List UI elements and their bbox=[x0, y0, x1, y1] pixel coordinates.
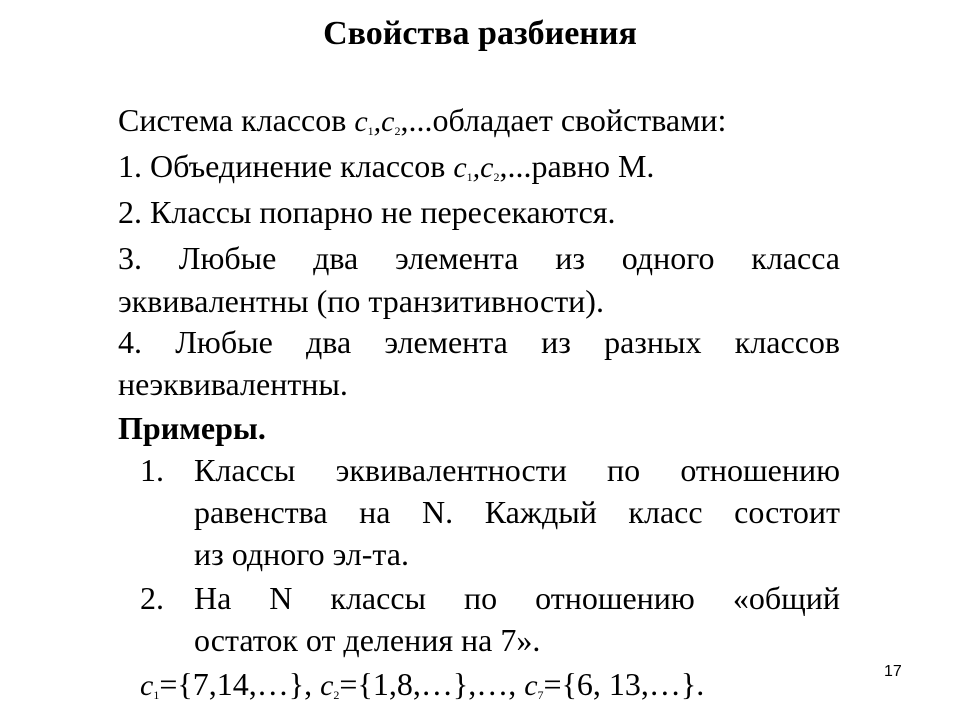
slide-title: Свойства разбиения bbox=[323, 15, 637, 52]
class-formula bbox=[140, 664, 840, 715]
examples-heading: Примеры. bbox=[118, 410, 266, 446]
example-2-line-2: остаток от деления на 7». bbox=[194, 622, 541, 658]
example-1-number: 1. bbox=[140, 452, 164, 488]
page-number: 17 bbox=[884, 663, 902, 680]
intro-text: Система классов bbox=[118, 102, 347, 138]
class-symbol: $c_1,c_2$ bbox=[453, 151, 500, 184]
intro-line bbox=[118, 100, 840, 151]
example-2-number: 2. bbox=[140, 580, 164, 616]
class-symbol: $c_1,c_2$ bbox=[354, 105, 401, 138]
example-1-line-3: из одного эл-та. bbox=[194, 536, 409, 572]
class-c1: $c_1$ bbox=[140, 669, 160, 702]
property-4-line-2: неэквивалентны. bbox=[118, 366, 348, 402]
example-1-line-1: Классы эквивалентности по отношению bbox=[194, 452, 840, 488]
intro-text-end: ,...обладает свойствами: bbox=[400, 102, 727, 138]
class-c7-set: ={6, 13,…}. bbox=[543, 666, 705, 702]
example-2-line-1: На N классы по отношению «общий bbox=[194, 580, 840, 616]
property-4-line-1: 4. Любые два элемента из разных классов bbox=[118, 324, 840, 360]
property-1-text-end: ,...равно М. bbox=[499, 148, 655, 184]
property-1 bbox=[118, 146, 840, 197]
property-2: 2. Классы попарно не пересекаются. bbox=[118, 194, 616, 230]
property-3-line-2: эквивалентны (по транзитивности). bbox=[118, 283, 604, 319]
class-c2: $c_2$ bbox=[320, 669, 340, 702]
example-1-line-2: равенства на N. Каждый класс состоит bbox=[194, 494, 840, 530]
class-c2-set: ={1,8,…},…, bbox=[339, 666, 517, 702]
property-1-text: 1. Объединение классов bbox=[118, 148, 446, 184]
class-c1-set: ={7,14,…}, bbox=[159, 666, 313, 702]
class-c7: $c_7$ bbox=[524, 669, 544, 702]
property-3-line-1: 3. Любые два элемента из одного класса bbox=[118, 240, 840, 276]
